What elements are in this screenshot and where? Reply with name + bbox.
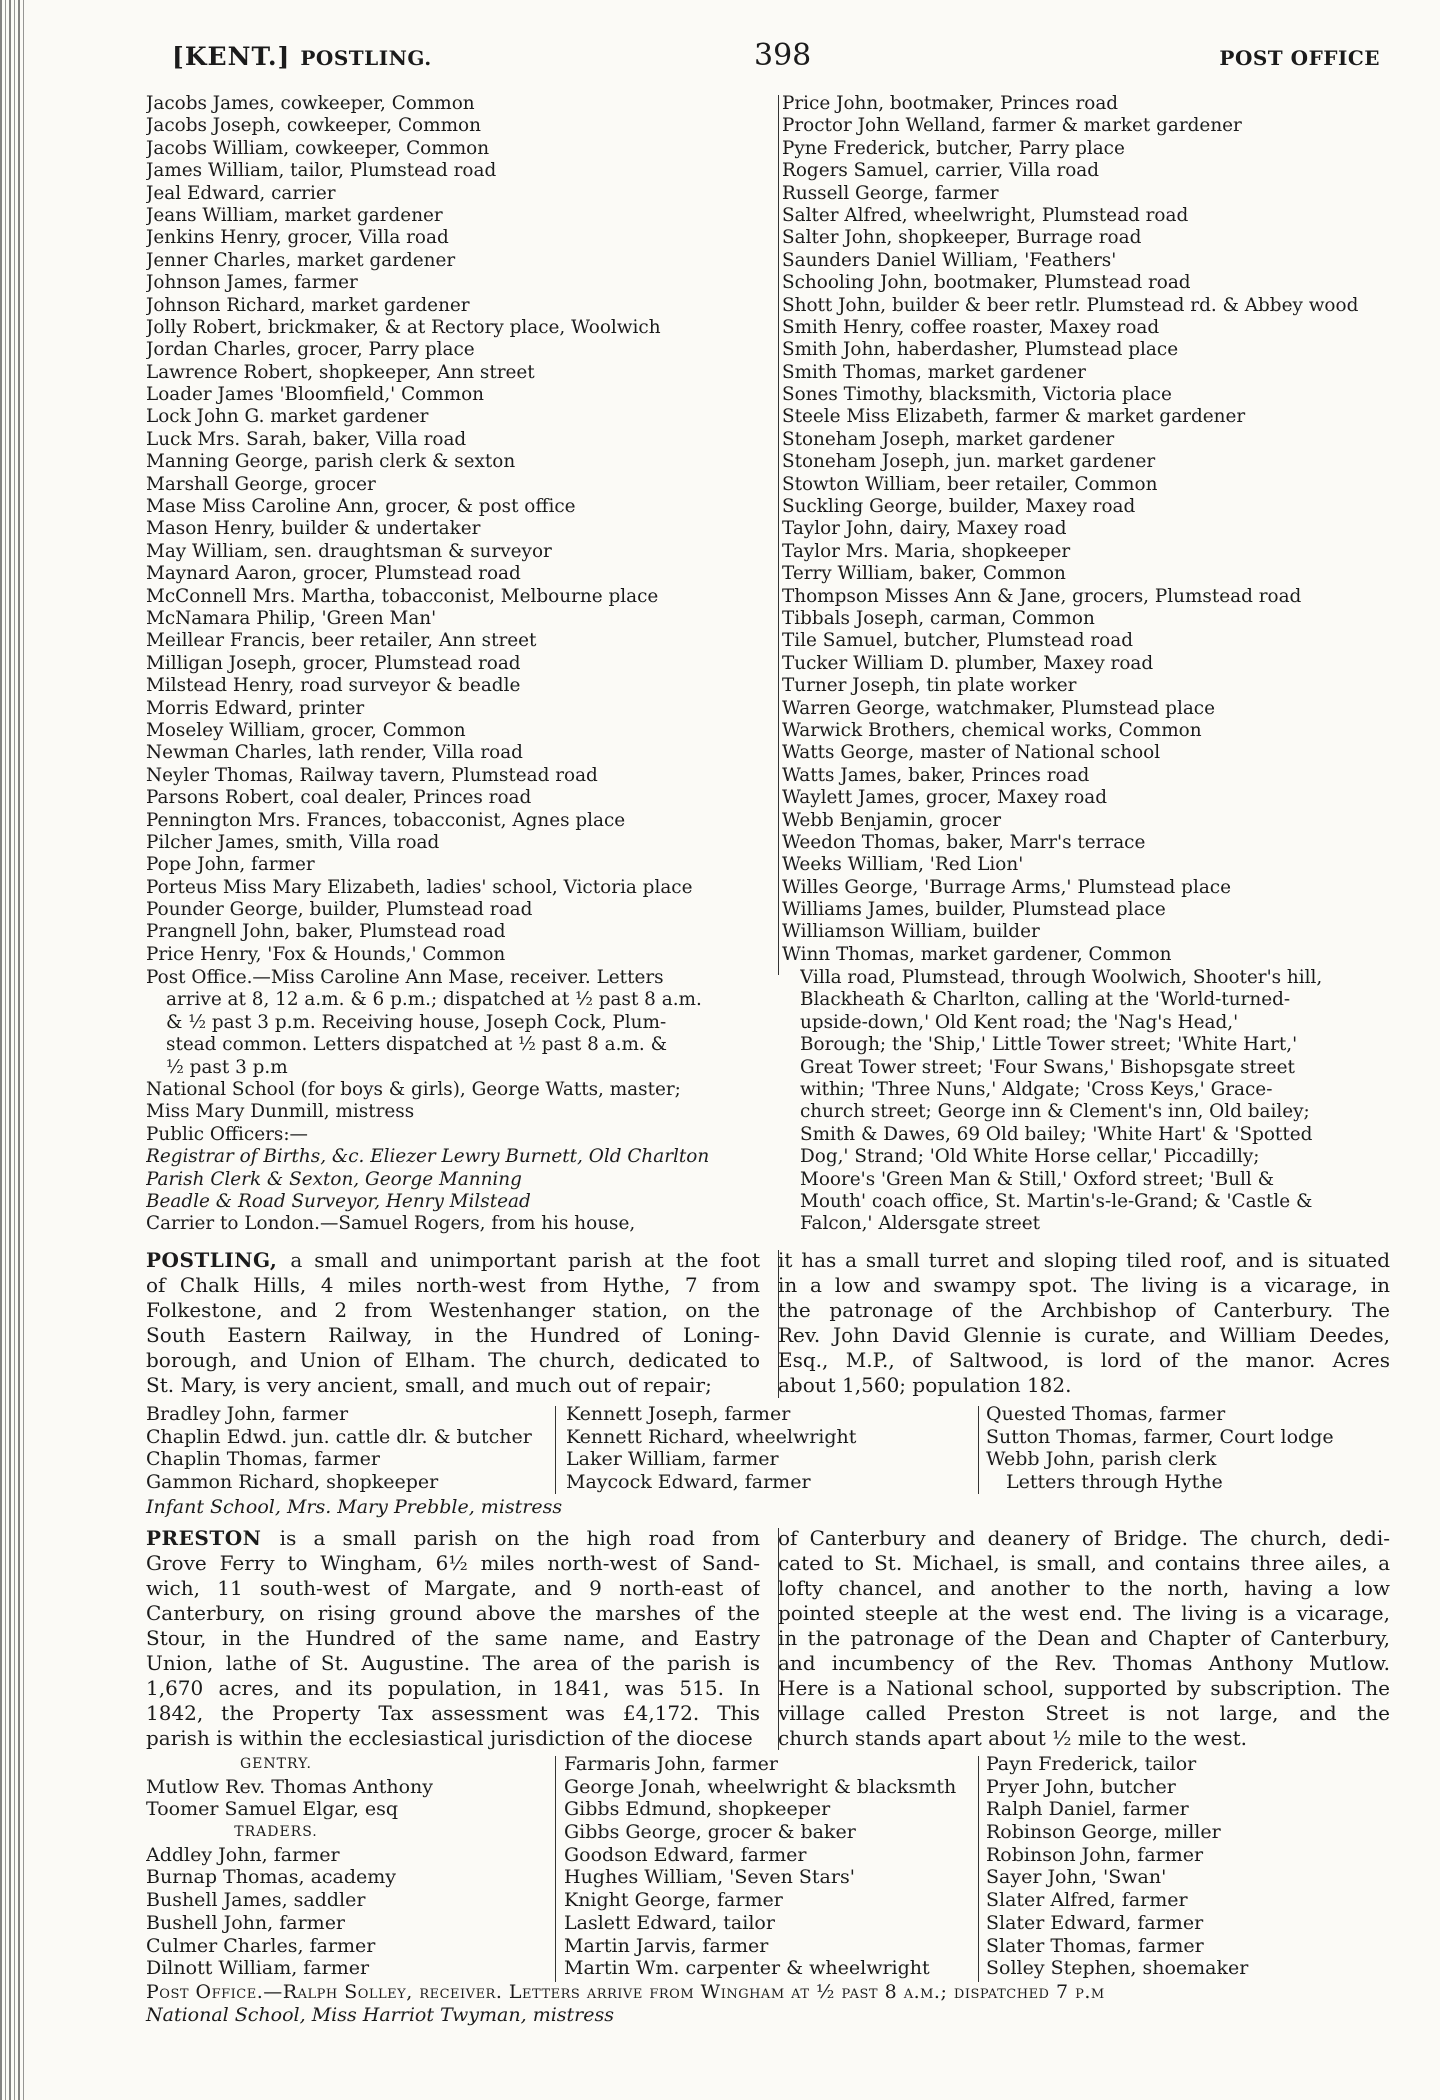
- directory-entry: Steele Miss Elizabeth, farmer & market gardener: [782, 406, 1246, 428]
- notice-line: Carrier to London.—Samuel Rogers, from his house,: [146, 1213, 636, 1235]
- directory-entry: Tibbals Joseph, carman, Common: [782, 607, 1095, 629]
- directory-entry: Manning George, parish clerk & sexton: [146, 451, 516, 473]
- trader-entry: Addley John, farmer: [146, 1843, 340, 1866]
- directory-entry: Newman Charles, lath render, Villa road: [146, 742, 523, 764]
- directory-entry: Jeans William, market gardener: [146, 204, 443, 226]
- directory-entry: Weedon Thomas, baker, Marr's terrace: [782, 831, 1146, 853]
- postling-residents-col3: [986, 1403, 1386, 1494]
- column-divider: [978, 1756, 979, 1982]
- directory-entry: Turner Joseph, tin plate worker: [782, 675, 1077, 697]
- paragraph-line: Here is a National school, supported by subscription. The: [778, 1676, 1390, 1700]
- trader-entry: Robinson John, farmer: [986, 1843, 1204, 1866]
- directory-entry: Tile Samuel, butcher, Plumstead road: [782, 630, 1133, 652]
- column-divider: [555, 1756, 556, 1982]
- directory-entry: Pyne Frederick, butcher, Parry place: [782, 137, 1125, 159]
- directory-entry: Williams James, builder, Plumstead place: [782, 899, 1166, 921]
- directory-entry: Taylor John, dairy, Maxey road: [782, 518, 1067, 540]
- directory-entry: Jordan Charles, grocer, Parry place: [146, 339, 475, 361]
- directory-entry: Pennington Mrs. Frances, tobacconist, Agnes place: [146, 809, 626, 831]
- notice-line: National School (for boys & girls), George Watts, master;: [146, 1078, 681, 1100]
- paragraph-line: 1842, the Property Tax assessment was £4,172. This: [146, 1701, 760, 1725]
- trader-entry: Pryer John, butcher: [986, 1775, 1176, 1798]
- trader-entry: Martin Jarvis, farmer: [564, 1934, 769, 1957]
- paragraph-line: Folkestone, and 2 from Westenhanger station, on the: [146, 1298, 760, 1322]
- paragraph-line: Esq., M.P., of Saltwood, is lord of the manor. Acres: [778, 1348, 1390, 1372]
- notice-line: Miss Mary Dunmill, mistress: [146, 1101, 415, 1123]
- preston-gentry-and-traders-col1: [146, 1753, 546, 1980]
- directory-entry: Warwick Brothers, chemical works, Common: [782, 719, 1202, 741]
- directory-entry: Johnson Richard, market gardener: [146, 294, 470, 316]
- preston-description-left: [146, 1526, 760, 1751]
- paragraph-line: it has a small turret and sloping tiled roof, and is situated: [778, 1248, 1390, 1272]
- postling-title: POSTLING,: [146, 1248, 291, 1272]
- directory-entry: Price John, bootmaker, Princes road: [782, 93, 1119, 114]
- gentry-entry: Mutlow Rev. Thomas Anthony: [146, 1775, 433, 1798]
- resident-entry: Chaplin Thomas, farmer: [146, 1448, 381, 1471]
- paragraph-line: Union, lathe of St. Augustine. The area of the parish is: [146, 1651, 760, 1675]
- trader-entry: Farmaris John, farmer: [564, 1753, 778, 1775]
- notice-line: arrive at 8, 12 a.m. & 6 p.m.; dispatched at ½ past 8 a.m.: [166, 989, 702, 1011]
- trader-entry: Slater Edward, farmer: [986, 1911, 1204, 1934]
- trader-entry: Goodson Edward, farmer: [564, 1843, 807, 1866]
- notice-line: Public Officers:—: [146, 1123, 308, 1145]
- directory-entry: Parsons Robert, coal dealer, Princes road: [146, 787, 532, 809]
- directory-entry: Thompson Misses Ann & Jane, grocers, Plumstead road: [782, 585, 1302, 607]
- notice-line: Villa road, Plumstead, through Woolwich, Shooter's hill,: [800, 967, 1323, 988]
- directory-entry: Saunders Daniel William, 'Feathers': [782, 249, 1117, 271]
- directory-entry: Sones Timothy, blacksmith, Victoria place: [782, 384, 1172, 406]
- trader-entry: Slater Alfred, farmer: [986, 1889, 1188, 1912]
- directory-entry: Luck Mrs. Sarah, baker, Villa road: [146, 428, 467, 450]
- directory-entry: Schooling John, bootmaker, Plumstead road: [782, 272, 1191, 294]
- directory-entry: Stoneham Joseph, jun. market gardener: [782, 451, 1156, 473]
- directory-entry: Pounder George, builder, Plumstead road: [146, 899, 533, 921]
- notice-line: Borough; the 'Ship,' Little Tower street; 'White Hart,': [800, 1034, 1298, 1056]
- notice-line: ½ past 3 p.m: [166, 1056, 288, 1078]
- directory-entry: Marshall George, grocer: [146, 473, 376, 495]
- header-county: [KENT.] POSTLING.: [172, 42, 432, 71]
- directory-entry: Terry William, baker, Common: [782, 563, 1066, 585]
- paragraph-line: Stour, in the Hundred of the same name, and Eastry: [146, 1626, 760, 1650]
- preston-description-right: [778, 1526, 1390, 1751]
- notice-line: Parish Clerk & Sexton, George Manning: [146, 1168, 522, 1190]
- directory-entry: Jolly Robert, brickmaker, & at Rectory place, Woolwich: [146, 316, 661, 338]
- paragraph-line: South Eastern Railway, in the Hundred of Loning-: [146, 1323, 760, 1347]
- directory-entry: Jenner Charles, market gardener: [146, 249, 456, 271]
- resident-entry: Webb John, parish clerk: [986, 1448, 1217, 1471]
- notice-line: upside-down,' Old Kent road; the 'Nag's Head,': [800, 1011, 1239, 1033]
- directory-entry: Maynard Aaron, grocer, Plumstead road: [146, 563, 521, 585]
- paragraph-line: of Chalk Hills, 4 miles north-west from Hythe, 7 from: [146, 1273, 760, 1297]
- header-place: POSTLING.: [300, 46, 432, 70]
- preston-traders-col2: [564, 1753, 974, 1980]
- directory-entry: Watts James, baker, Princes road: [782, 764, 1090, 786]
- directory-entry: Weeks William, 'Red Lion': [782, 854, 1024, 876]
- paragraph-line: Canterbury, on rising ground above the marshes of the: [146, 1601, 760, 1625]
- directory-entry: Johnson James, farmer: [146, 272, 358, 294]
- trader-entry: Martin Wm. carpenter & wheelwright: [564, 1957, 930, 1980]
- paragraph-line: Grove Ferry to Wingham, 6½ miles north-west of Sand-: [146, 1551, 760, 1575]
- postling-description-right: [778, 1248, 1390, 1398]
- trader-entry: Hughes William, 'Seven Stars': [564, 1866, 855, 1889]
- notice-line: Mouth' coach office, St. Martin's-le-Grand; & 'Castle &: [800, 1190, 1313, 1212]
- directory-entry: Morris Edward, printer: [146, 697, 365, 719]
- resident-entry: Kennett Joseph, farmer: [566, 1403, 791, 1425]
- resident-entry: Maycock Edward, farmer: [566, 1471, 811, 1494]
- preston-post-office: Post Office.—Ralph Solley, receiver. Letters arrive from Wingham at ½ past 8 a.m.; dispatched 7 p.m: [146, 1981, 1105, 2003]
- listing-left-column: [146, 93, 766, 966]
- resident-entry: Kennett Richard, wheelwright: [566, 1425, 857, 1448]
- trader-entry: Slater Thomas, farmer: [986, 1934, 1204, 1957]
- directory-entry: Webb Benjamin, grocer: [782, 809, 1002, 831]
- paragraph-line: about 1,560; population 182.: [778, 1373, 1072, 1397]
- directory-entry: Stowton William, beer retailer, Common: [782, 473, 1158, 495]
- directory-entry: Winn Thomas, market gardener, Common: [782, 943, 1172, 965]
- gentry-entry: Toomer Samuel Elgar, esq: [146, 1798, 399, 1821]
- notice-line: stead common. Letters dispatched at ½ past 8 a.m. &: [166, 1034, 667, 1056]
- notice-line: Beadle & Road Surveyor, Henry Milstead: [146, 1190, 531, 1212]
- directory-entry: Jacobs William, cowkeeper, Common: [146, 137, 490, 159]
- paragraph-line: and incumbency of the Rev. Thomas Anthony Mutlow.: [778, 1651, 1390, 1675]
- directory-entry: Lawrence Robert, shopkeeper, Ann street: [146, 361, 535, 383]
- paragraph-line: the patronage of the Archbishop of Canterbury. The: [778, 1298, 1390, 1322]
- page-binding-edge: [0, 0, 26, 2100]
- directory-entry: McConnell Mrs. Martha, tobacconist, Melbourne place: [146, 585, 659, 607]
- notice-line: Smith & Dawes, 69 Old bailey; 'White Hart' & 'Spotted: [800, 1123, 1313, 1145]
- directory-entry: Jenkins Henry, grocer, Villa road: [146, 227, 449, 249]
- directory-entry: Smith John, haberdasher, Plumstead place: [782, 339, 1179, 361]
- trader-entry: Laslett Edward, tailor: [564, 1911, 775, 1934]
- postling-residents-col1: [146, 1403, 546, 1494]
- paragraph-line: village called Preston Street is not large, and the: [778, 1701, 1390, 1725]
- post-office-notice: [146, 967, 766, 1236]
- paragraph-line: in the patronage of the Dean and Chapter of Canterbury,: [778, 1626, 1390, 1650]
- directory-entry: Milstead Henry, road surveyor & beadle: [146, 675, 521, 697]
- directory-entry: Mason Henry, builder & undertaker: [146, 518, 481, 540]
- directory-entry: Tucker William D. plumber, Maxey road: [782, 652, 1154, 674]
- infant-school: Infant School, Mrs. Mary Prebble, mistress: [146, 1496, 563, 1518]
- page-header: [172, 38, 1380, 78]
- resident-entry: Laker William, farmer: [566, 1448, 779, 1471]
- directory-entry: Price Henry, 'Fox & Hounds,' Common: [146, 943, 506, 965]
- directory-entry: James William, tailor, Plumstead road: [146, 160, 497, 182]
- resident-entry: Sutton Thomas, farmer, Court lodge: [986, 1425, 1334, 1448]
- paragraph-line: wich, 11 south-west of Margate, and 9 north-east of: [146, 1576, 760, 1600]
- trader-entry: Ralph Daniel, farmer: [986, 1798, 1189, 1821]
- directory-entry: McNamara Philip, 'Green Man': [146, 607, 437, 629]
- trader-entry: Solley Stephen, shoemaker: [986, 1957, 1249, 1980]
- resident-entry: Quested Thomas, farmer: [986, 1403, 1226, 1425]
- directory-entry: Milligan Joseph, grocer, Plumstead road: [146, 652, 521, 674]
- resident-entry: Bradley John, farmer: [146, 1403, 349, 1425]
- trader-entry: George Jonah, wheelwright & blacksmth: [564, 1775, 957, 1798]
- directory-entry: Warren George, watchmaker, Plumstead place: [782, 697, 1215, 719]
- directory-entry: Lock John G. market gardener: [146, 406, 429, 428]
- paragraph-line: pointed steeple at the west end. The living is a vicarage,: [778, 1601, 1390, 1625]
- listing-right-column: [782, 93, 1402, 966]
- directory-entry: Jacobs James, cowkeeper, Common: [146, 93, 475, 114]
- traders-heading: TRADERS.: [234, 1824, 318, 1841]
- directory-entry: Williamson William, builder: [782, 921, 1040, 943]
- trader-entry: Bushell John, farmer: [146, 1911, 346, 1934]
- page-number: 398: [754, 38, 812, 73]
- notice-line: Great Tower street; 'Four Swans,' Bishopsgate street: [800, 1056, 1295, 1078]
- notice-line: Falcon,' Aldersgate street: [800, 1213, 1041, 1235]
- directory-entry: Jeal Edward, carrier: [146, 182, 336, 204]
- directory-entry: Meillear Francis, beer retailer, Ann street: [146, 630, 537, 652]
- postling-residents-col2: [566, 1403, 966, 1494]
- preston-traders-col3: [986, 1753, 1386, 1980]
- paragraph-line: parish is within the ecclesiastical jurisdiction of the diocese: [146, 1726, 753, 1750]
- directory-entry: Salter John, shopkeeper, Burrage road: [782, 227, 1142, 249]
- directory-entry: Rogers Samuel, carrier, Villa road: [782, 160, 1100, 182]
- paragraph-line: cated to St. Michael, is small, and contains three ailes, a: [778, 1551, 1390, 1575]
- column-divider: [555, 1406, 556, 1494]
- trader-entry: Knight George, farmer: [564, 1889, 783, 1912]
- directory-entry: Moseley William, grocer, Common: [146, 719, 466, 741]
- notice-line: Dog,' Strand; 'Old White Horse cellar,' Piccadilly;: [800, 1146, 1260, 1168]
- trader-entry: Gibbs Edmund, shopkeeper: [564, 1798, 831, 1821]
- directory-entry: Taylor Mrs. Maria, shopkeeper: [782, 540, 1071, 562]
- directory-entry: Mase Miss Caroline Ann, grocer, & post office: [146, 496, 576, 518]
- notice-line: Blackheath & Charlton, calling at the 'World-turned-: [800, 989, 1291, 1011]
- preston-title: PRESTON: [146, 1526, 280, 1550]
- paragraph-line: PRESTON is a small parish on the high road from: [146, 1526, 760, 1550]
- directory-entry: Stoneham Joseph, market gardener: [782, 428, 1115, 450]
- directory-entry: Jacobs Joseph, cowkeeper, Common: [146, 115, 481, 137]
- paragraph-line: 1,670 acres, and its population, in 1841, was 515. In: [146, 1676, 760, 1700]
- directory-entry: Pope John, farmer: [146, 854, 315, 876]
- paragraph-line: POSTLING, a small and unimportant parish at the foot: [146, 1248, 760, 1272]
- trader-entry: Sayer John, 'Swan': [986, 1866, 1167, 1889]
- notice-line: Post Office.—Miss Caroline Ann Mase, receiver. Letters: [146, 967, 664, 988]
- directory-entry: Smith Henry, coffee roaster, Maxey road: [782, 316, 1160, 338]
- trader-entry: Dilnott William, farmer: [146, 1957, 370, 1980]
- preston-national-school: National School, Miss Harriot Twyman, mistress: [146, 2004, 614, 2026]
- column-divider: [978, 1406, 979, 1494]
- trader-entry: Culmer Charles, farmer: [146, 1934, 376, 1957]
- notice-line: Registrar of Births, &c. Eliezer Lewry Burnett, Old Charlton: [146, 1146, 710, 1168]
- directory-entry: Pilcher James, smith, Villa road: [146, 831, 440, 853]
- paragraph-line: of Canterbury and deanery of Bridge. The church, dedi-: [778, 1526, 1390, 1550]
- directory-entry: Russell George, farmer: [782, 182, 999, 204]
- directory-entry: Proctor John Welland, farmer & market gardener: [782, 115, 1242, 137]
- resident-entry: Gammon Richard, shopkeeper: [146, 1471, 439, 1494]
- directory-entry: Suckling George, builder, Maxey road: [782, 496, 1136, 518]
- column-divider: [778, 95, 779, 975]
- directory-entry: Watts George, master of National school: [782, 742, 1161, 764]
- trader-entry: Burnap Thomas, academy: [146, 1866, 397, 1889]
- directory-entry: Waylett James, grocer, Maxey road: [782, 787, 1108, 809]
- header-directory-title: POST OFFICE: [1219, 46, 1380, 70]
- directory-entry: Prangnell John, baker, Plumstead road: [146, 921, 506, 943]
- directory-entry: Shott John, builder & beer retlr. Plumstead rd. & Abbey wood: [782, 294, 1359, 316]
- resident-entry: Letters through Hythe: [1006, 1471, 1223, 1494]
- directory-entry: Salter Alfred, wheelwright, Plumstead road: [782, 204, 1189, 226]
- directory-entry: Smith Thomas, market gardener: [782, 361, 1086, 383]
- trader-entry: Payn Frederick, tailor: [986, 1753, 1197, 1775]
- postling-description-left: [146, 1248, 760, 1398]
- carrier-route-notice: [800, 967, 1390, 1236]
- resident-entry: Chaplin Edwd. jun. cattle dlr. & butcher: [146, 1425, 532, 1448]
- trader-entry: Robinson George, miller: [986, 1821, 1221, 1844]
- gentry-heading: GENTRY.: [240, 1756, 312, 1772]
- directory-entry: Willes George, 'Burrage Arms,' Plumstead place: [782, 876, 1231, 898]
- notice-line: within; 'Three Nuns,' Aldgate; 'Cross Keys,' Grace-: [800, 1078, 1273, 1100]
- paragraph-line: St. Mary, is very ancient, small, and much out of repair;: [146, 1373, 712, 1397]
- notice-line: Moore's 'Green Man & Still,' Oxford street; 'Bull &: [800, 1168, 1275, 1190]
- trader-entry: Bushell James, saddler: [146, 1889, 366, 1912]
- paragraph-line: church stands apart about ½ mile to the west.: [778, 1726, 1247, 1750]
- paragraph-line: in a low and swampy spot. The living is a vicarage, in: [778, 1273, 1390, 1297]
- directory-entry: May William, sen. draughtsman & surveyor: [146, 540, 552, 562]
- trader-entry: Gibbs George, grocer & baker: [564, 1821, 856, 1844]
- paragraph-line: Rev. John David Glennie is curate, and William Deedes,: [778, 1323, 1390, 1347]
- notice-line: church street; George inn & Clement's inn, Old bailey;: [800, 1101, 1310, 1123]
- paragraph-line: lofty chancel, and another to the north, having a low: [778, 1576, 1390, 1600]
- notice-line: & ½ past 3 p.m. Receiving house, Joseph Cock, Plum-: [166, 1011, 667, 1033]
- directory-entry: Porteus Miss Mary Elizabeth, ladies' school, Victoria place: [146, 876, 693, 898]
- paragraph-line: borough, and Union of Elham. The church, dedicated to: [146, 1348, 760, 1372]
- directory-entry: Loader James 'Bloomfield,' Common: [146, 384, 485, 406]
- directory-entry: Neyler Thomas, Railway tavern, Plumstead road: [146, 764, 598, 786]
